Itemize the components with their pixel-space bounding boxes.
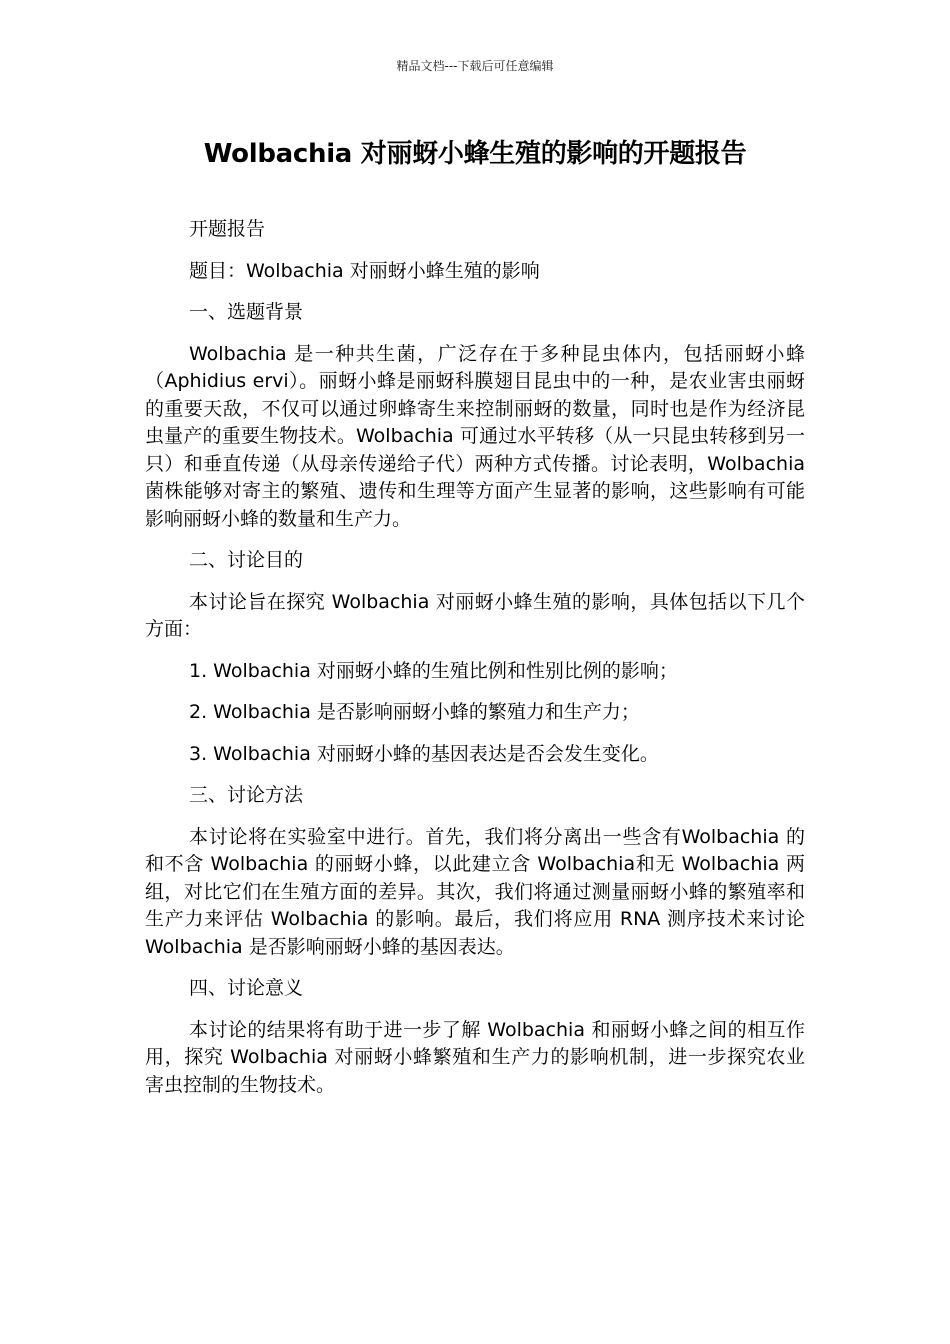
report-label: 开题报告 (189, 218, 266, 240)
purpose-paragraph: 本讨论旨在探究 Wolbachia 对丽蚜小蜂生殖的影响，具体包括以下几个方面： (145, 590, 805, 640)
report-topic: 题目：Wolbachia 对丽蚜小蜂生殖的影响 (189, 259, 540, 282)
page-header: 精品文档---下载后可任意编辑 (396, 59, 554, 73)
purpose-heading: 二、讨论目的 (189, 549, 304, 571)
method-heading: 三、讨论方法 (189, 784, 304, 806)
purpose-item-3: 3. Wolbachia 对丽蚜小蜂的基因表达是否会发生变化。 (189, 742, 659, 765)
document-body (145, 216, 805, 1113)
document-title: Wolbachia 对丽蚜小蜂生殖的影响的开题报告 (203, 139, 747, 169)
purpose-item-1: 1. Wolbachia 对丽蚜小蜂的生殖比例和性别比例的影响； (189, 659, 678, 682)
background-paragraph: Wolbachia 是一种共生菌，广泛存在于多种昆虫体内，包括丽蚜小蜂（Aphidius ervi）。丽蚜小蜂是丽蚜科膜翅目昆虫中的一种，是农业害虫丽蚜的重要天敌，不仅可以通过卵蜂寄生来控制丽蚜的数量，同时也是作为经济昆虫量产的重要生物技术。Wolbachia 可通过水平转移（从一只昆虫转移到另一只）和垂直传递（从母亲传递给子代）两种方式传播。讨论表明，Wolbachia 菌株能够对寄主的繁殖、遗传和生理等方面产生显著的影响，这些影响有可能影响丽蚜小蜂的数量和生产力。 (145, 342, 805, 530)
background-heading: 一、选题背景 (189, 301, 304, 323)
significance-paragraph: 本讨论的结果将有助于进一步了解 Wolbachia 和丽蚜小蜂之间的相互作用，探究 Wolbachia 对丽蚜小蜂繁殖和生产力的影响机制，进一步探究农业害虫控制的生物技术。 (145, 1018, 805, 1096)
purpose-item-2: 2. Wolbachia 是否影响丽蚜小蜂的繁殖力和生产力； (189, 701, 640, 723)
significance-heading: 四、讨论意义 (189, 977, 304, 999)
method-paragraph: 本讨论将在实验室中进行。首先，我们将分离出一些含有Wolbachia 的和不含 Wolbachia 的丽蚜小蜂，以此建立含 Wolbachia和无 Wolbachia 两组，对比它们在生殖方面的差异。其次，我们将通过测量丽蚜小蜂的繁殖率和生产力来评估 Wolbachia 的影响。最后，我们将应用 RNA 测序技术来讨论 Wolbachia 是否影响丽蚜小蜂的基因表达。 (145, 825, 805, 958)
